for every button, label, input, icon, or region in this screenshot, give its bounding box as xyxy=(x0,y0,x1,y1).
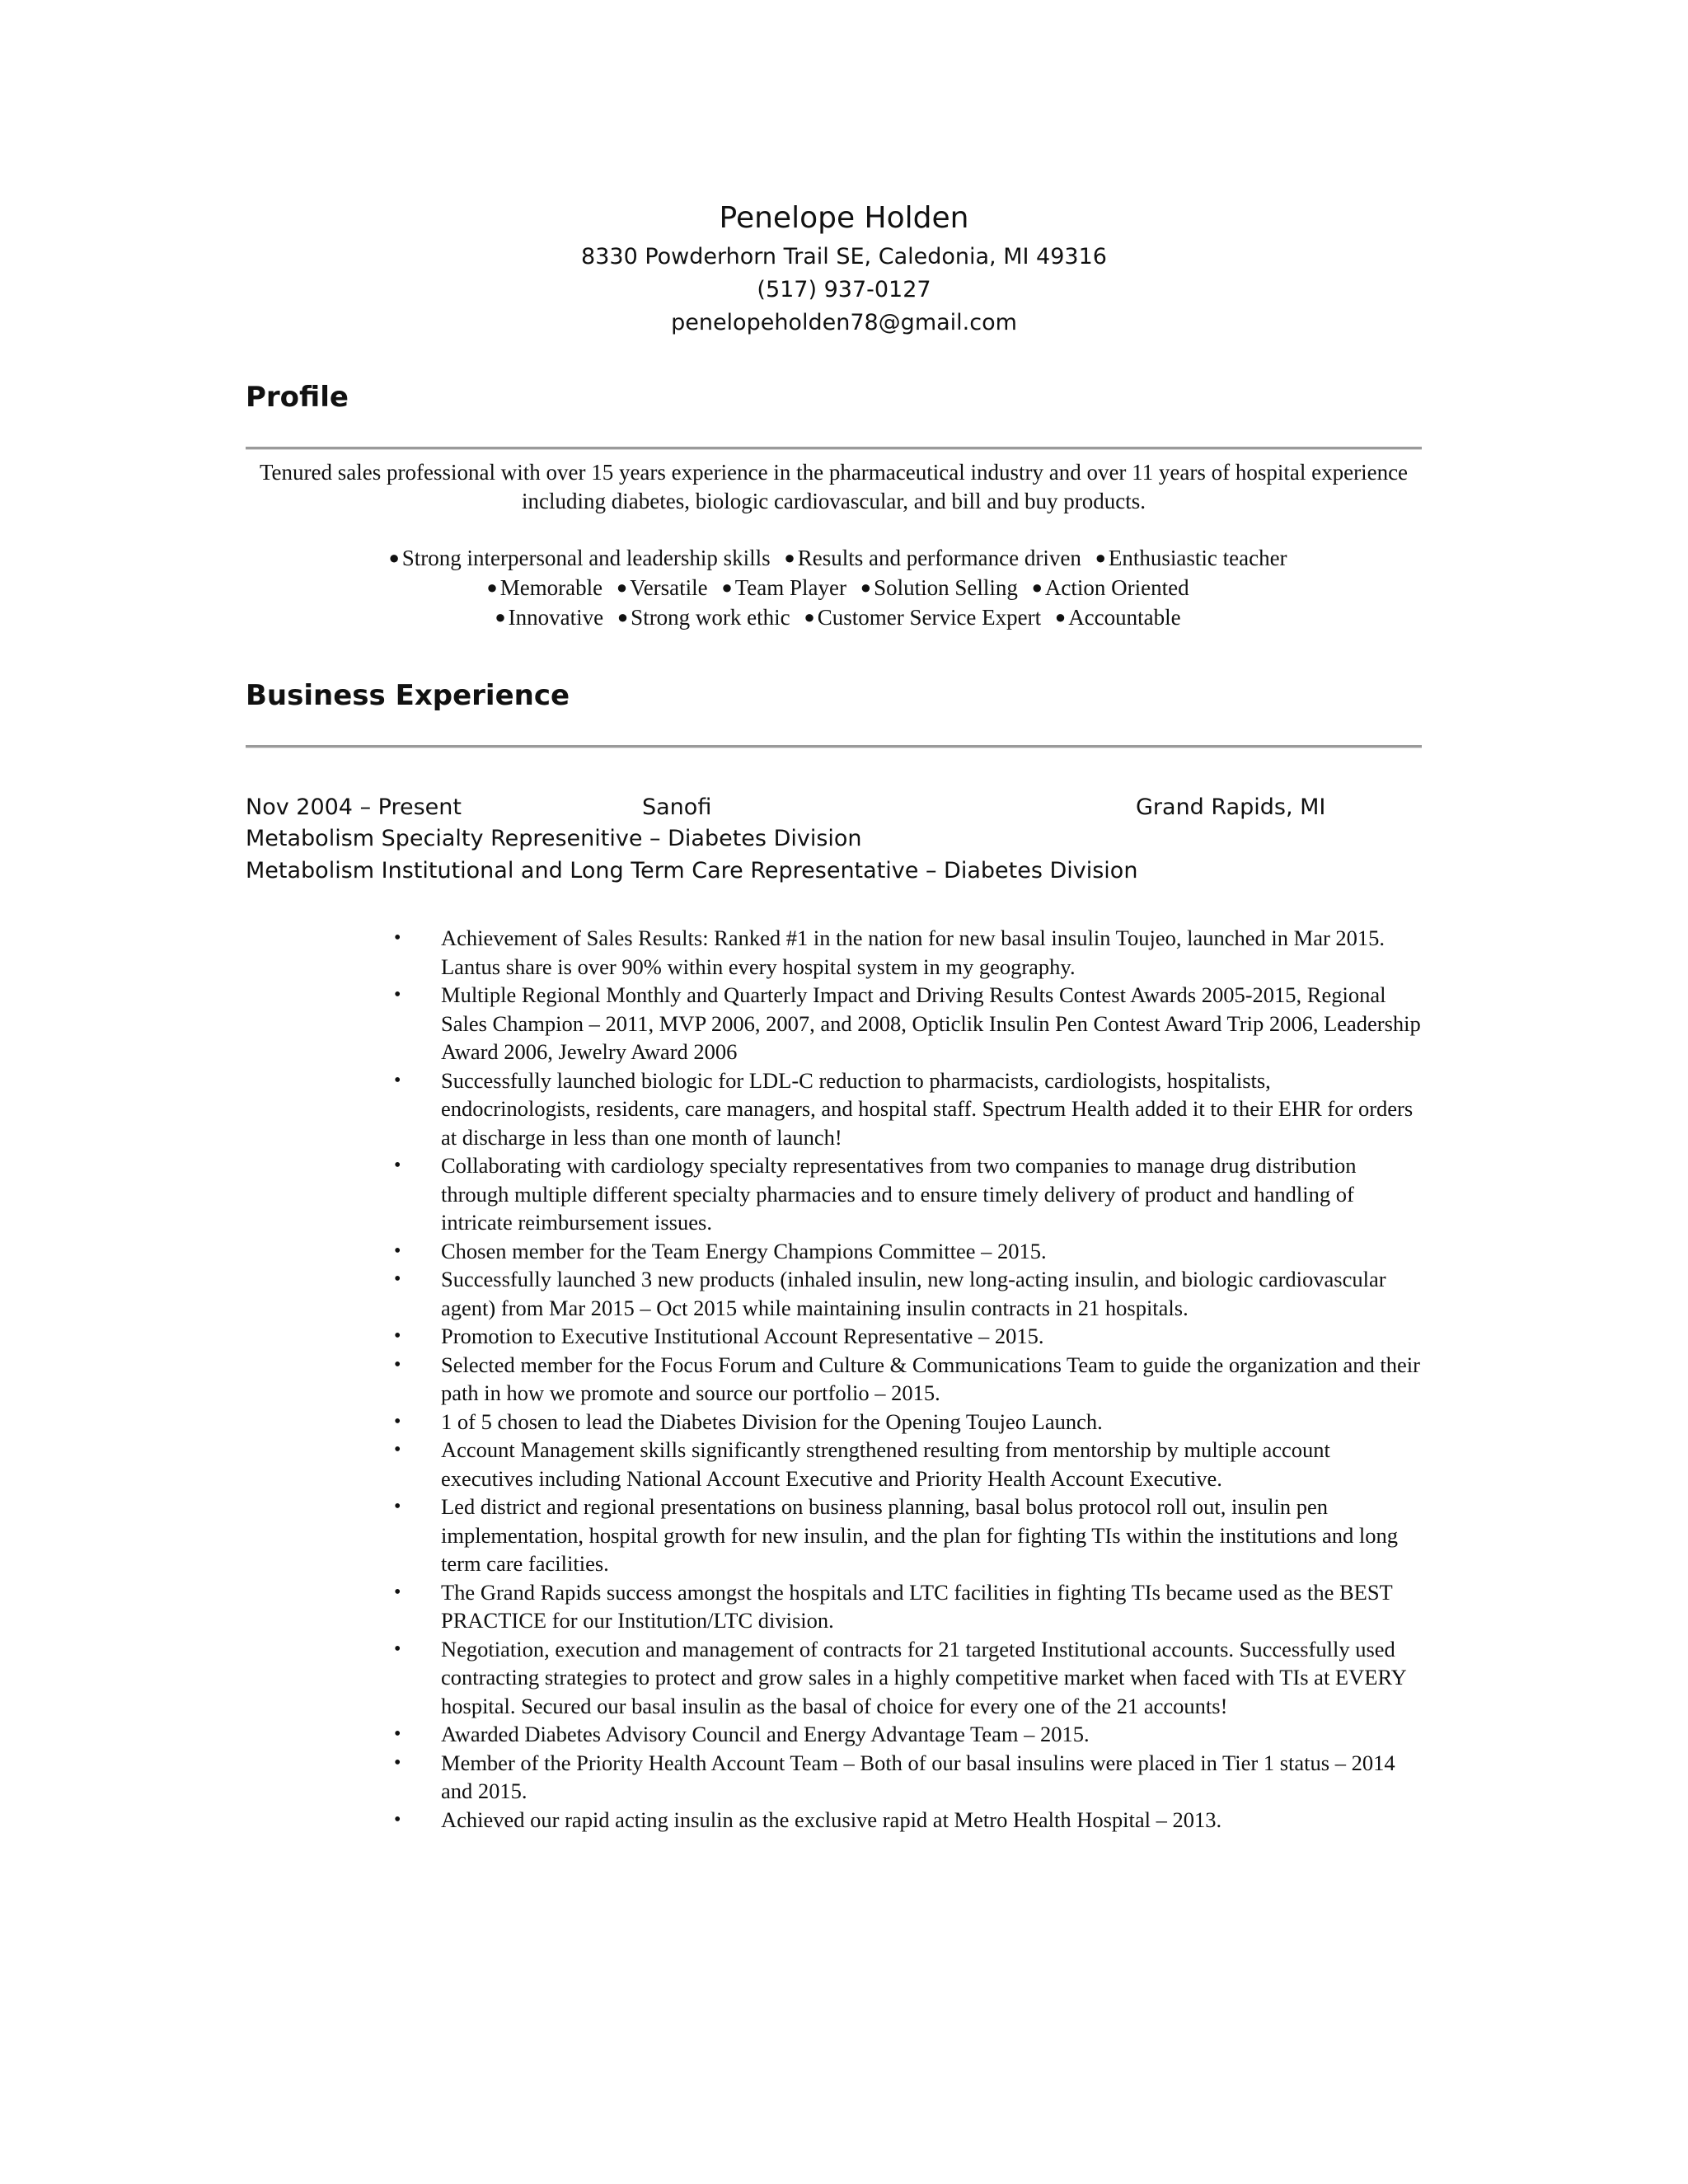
bullet-icon: • xyxy=(394,984,401,1005)
bullet-dot-icon: ● xyxy=(784,547,795,568)
list-item: • Multiple Regional Monthly and Quarterly Impact and Driving Results Contest Awards 2005-2015, Regional Sales Champion – 2011, MVP 2006, 2007, and 2008, Opticlik Insulin Pen Contest Award Trip 2006, Leadership Award 2006, Jewelry Award 2006 xyxy=(394,982,1421,1064)
bullet-icon: • xyxy=(394,1353,401,1376)
list-item: • Achieved our rapid acting insulin as the exclusive rapid at Metro Health Hospital – 2013. xyxy=(394,1806,1424,1835)
bullet-dot-icon: ● xyxy=(388,547,400,568)
bullet-icon: • xyxy=(394,1439,401,1460)
list-item: • 1 of 5 chosen to lead the Diabetes Division for the Opening Toujeo Launch. xyxy=(394,1408,1424,1436)
bullet-dot-icon: ● xyxy=(1095,547,1106,568)
job-company: Sanofi xyxy=(642,794,712,820)
candidate-address: 8330 Powderhorn Trail SE, Caledonia, MI 49316 xyxy=(581,244,1107,269)
list-item: • Achievement of Sales Results: Ranked #1 in the nation for new basal insulin Toujeo, launched in Mar 2015. Lantus share is over 90% within every hospital system in my geography. xyxy=(394,926,1386,979)
list-item: • Member of the Priority Health Account Team – Both of our basal insulins were placed in Tier 1 status – 2014 and 2015. xyxy=(394,1750,1395,1803)
experience-divider xyxy=(246,745,1422,748)
list-item: • Awarded Diabetes Advisory Council and Energy Advantage Team – 2015. xyxy=(394,1720,1424,1749)
experience-heading: Business Experience xyxy=(246,679,570,712)
bullet-icon: • xyxy=(394,1808,401,1830)
skill-item: ● Versatile xyxy=(616,575,708,600)
skill-item: ● Team Player xyxy=(721,575,847,600)
list-item: • Selected member for the Focus Forum and Culture & Communications Team to guide the organization and their path in how we promote and source our portfolio – 2015. xyxy=(394,1352,1420,1405)
skill-item: ● Accountable xyxy=(1054,605,1181,630)
job-dates: Nov 2004 – Present xyxy=(246,794,462,820)
bullet-icon: • xyxy=(394,1581,401,1603)
skill-item: ● Action Oriented xyxy=(1031,575,1189,600)
skill-item: ● Solution Selling xyxy=(860,575,1018,600)
bullet-icon: • xyxy=(394,1496,401,1517)
candidate-email: penelopeholden78@gmail.com xyxy=(671,310,1017,335)
bullet-icon: • xyxy=(394,1410,401,1432)
list-item: • Collaborating with cardiology specialty representatives from two companies to manage drug distribution through multiple different specialty pharmacies and to ensure timely delivery of product and handling of intricate reimbursement issues. xyxy=(394,1153,1357,1235)
bullet-dot-icon: ● xyxy=(495,607,506,627)
bullet-icon: • xyxy=(394,1723,401,1745)
achievements-list xyxy=(394,924,1424,1834)
list-item: • Led district and regional presentations on business planning, basal bolus protocol roll out, insulin pen implementation, hospital growth for new insulin, and the plan for fighting TIs within the institutions and long term care facilities. xyxy=(394,1494,1398,1576)
bullet-icon: • xyxy=(394,1069,401,1091)
bullet-icon: • xyxy=(394,1155,401,1176)
skills-row xyxy=(246,544,1422,574)
list-item: • The Grand Rapids success amongst the hospitals and LTC facilities in fighting TIs became used as the BEST PRACTICE for our Institution/LTC division. xyxy=(394,1579,1393,1633)
skills-row xyxy=(246,574,1422,603)
bullet-icon: • xyxy=(394,927,401,949)
bullet-dot-icon: ● xyxy=(617,607,629,627)
list-item: • Negotiation, execution and management of contracts for 21 targeted Institutional accounts. Successfully used contracting strategies to protect and grow sales in a highly competitive market when faced with TIs at EVERY hospital. Secured our basal insulin as the basal of choice for every one of the 21 accounts! xyxy=(394,1636,1406,1718)
bullet-icon: • xyxy=(394,1268,401,1290)
candidate-name: Penelope Holden xyxy=(719,201,969,235)
list-item: • Successfully launched 3 new products (inhaled insulin, new long-acting insulin, and biologic cardiovascular agent) from Mar 2015 – Oct 2015 while maintaining insulin contracts in 21 hospitals. xyxy=(394,1267,1386,1320)
skills-list xyxy=(246,544,1422,633)
bullet-dot-icon: ● xyxy=(1054,607,1067,627)
list-item: • Promotion to Executive Institutional Account Representative – 2015. xyxy=(394,1322,1424,1351)
skills-row xyxy=(246,603,1422,633)
job-location: Grand Rapids, MI xyxy=(1136,794,1326,820)
bullet-dot-icon: ● xyxy=(486,577,498,598)
bullet-dot-icon: ● xyxy=(860,577,872,598)
bullet-dot-icon: ● xyxy=(616,577,628,598)
job-role: Metabolism Specialty Represenitive – Diabetes Division xyxy=(246,826,862,851)
skill-item: ● Innovative xyxy=(495,605,604,630)
skill-item: ● Strong interpersonal and leadership skills xyxy=(388,546,771,570)
skill-item: ● Enthusiastic teacher xyxy=(1095,546,1287,570)
list-item: • Account Management skills significantly strengthened resulting from mentorship by multiple account executives including National Account Executive and Priority Health Account Executive. xyxy=(394,1437,1330,1491)
skill-item: ● Strong work ethic xyxy=(617,605,790,630)
skill-item: ● Results and performance driven xyxy=(784,546,1081,570)
list-item: • Chosen member for the Team Energy Champions Committee – 2015. xyxy=(394,1237,1424,1266)
profile-heading: Profile xyxy=(246,381,349,414)
profile-summary: Tenured sales professional with over 15 years experience in the pharmaceutical industry and over 11 years of hospital experience including diabetes, biologic cardiovascular, and bill and buy products. xyxy=(259,460,1409,513)
job-role: Metabolism Institutional and Long Term Care Representative – Diabetes Division xyxy=(246,858,1138,883)
profile-divider xyxy=(246,447,1422,450)
bullet-dot-icon: ● xyxy=(804,607,815,627)
bullet-dot-icon: ● xyxy=(1031,577,1043,598)
bullet-icon: • xyxy=(394,1325,401,1347)
candidate-phone: (517) 937-0127 xyxy=(757,277,931,302)
resume-header xyxy=(0,196,1688,340)
bullet-icon: • xyxy=(394,1751,401,1774)
bullet-dot-icon: ● xyxy=(721,577,733,598)
skill-item: ● Customer Service Expert xyxy=(804,605,1042,630)
bullet-icon: • xyxy=(394,1240,401,1262)
skill-item: ● Memorable xyxy=(486,575,603,600)
bullet-icon: • xyxy=(394,1638,401,1660)
list-item: • Successfully launched biologic for LDL-C reduction to pharmacists, cardiologists, hospitalists, endocrinologists, residents, care managers, and hospital staff. Spectrum Health added it to their EHR for orders at discharge in less than one month of launch! xyxy=(394,1067,1414,1150)
